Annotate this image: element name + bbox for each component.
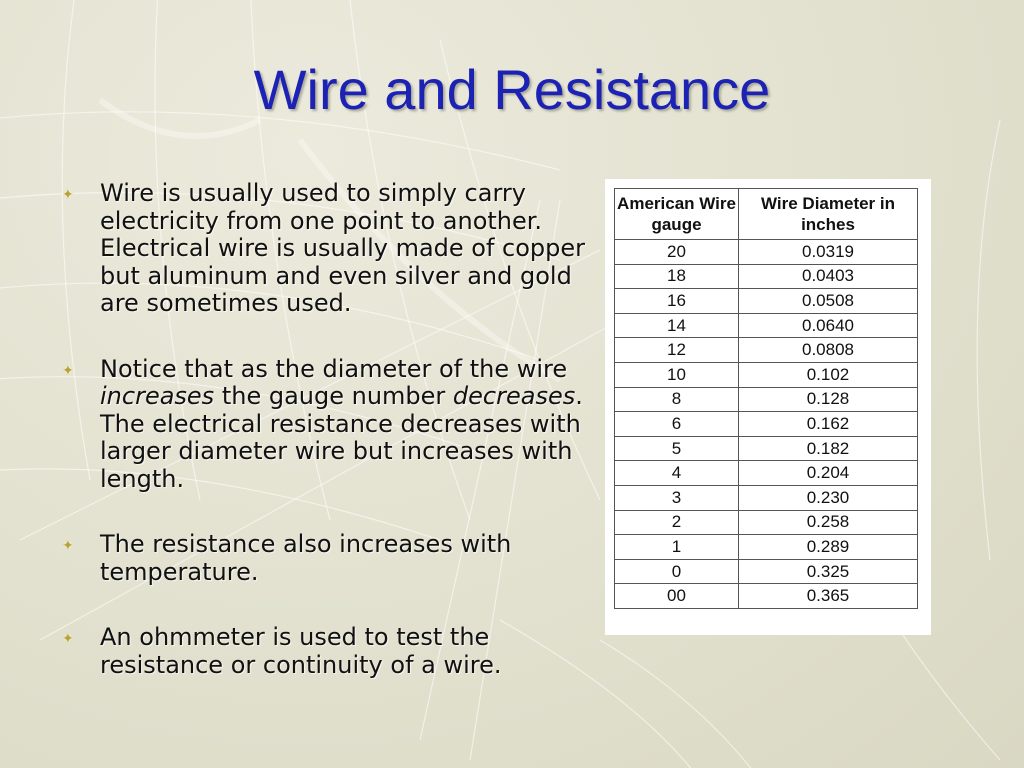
text-segment: The resistance also increases with temperature.	[100, 530, 512, 586]
table-row	[615, 264, 918, 289]
table-row	[615, 313, 918, 338]
bullet-text	[100, 179, 585, 317]
diameter-cell: 0.0640	[739, 313, 918, 338]
diamond-star-icon: ✦	[62, 362, 74, 379]
gauge-cell: 2	[615, 510, 739, 535]
emphasis-text: decreases	[452, 382, 576, 410]
table-row	[615, 362, 918, 387]
table-row	[615, 584, 918, 609]
gauge-cell: 16	[615, 289, 739, 314]
diameter-cell: 0.0319	[739, 240, 918, 265]
diameter-cell: 0.258	[739, 510, 918, 535]
bullet-text	[100, 355, 583, 493]
diameter-cell: 0.204	[739, 461, 918, 486]
gauge-cell: 3	[615, 485, 739, 510]
diamond-star-icon: ✦	[62, 187, 74, 203]
gauge-cell: 6	[615, 412, 739, 437]
table-row	[615, 436, 918, 461]
text-segment: An ohmmeter is used to test the resistance or continuity of a wire.	[100, 623, 502, 679]
table-row	[615, 510, 918, 535]
wire-gauge-table	[614, 188, 918, 609]
text-segment: . The electrical resistance decreases with larger diameter wire but increases with length.	[100, 382, 583, 493]
bullet-text	[100, 530, 511, 586]
table-row	[615, 240, 918, 265]
gauge-cell: 5	[615, 436, 739, 461]
bullet-item	[62, 356, 592, 494]
gauge-cell: 10	[615, 362, 739, 387]
table-body	[615, 240, 918, 609]
table-row	[615, 485, 918, 510]
table-row	[615, 559, 918, 584]
diameter-cell: 0.365	[739, 584, 918, 609]
table-header-row	[615, 189, 918, 240]
gauge-cell: 1	[615, 535, 739, 560]
gauge-cell: 8	[615, 387, 739, 412]
diamond-star-icon: ✦	[62, 631, 74, 647]
bullet-text	[100, 623, 502, 679]
gauge-cell: 20	[615, 240, 739, 265]
gauge-cell: 4	[615, 461, 739, 486]
table-row	[615, 387, 918, 412]
gauge-cell: 14	[615, 313, 739, 338]
diameter-cell: 0.0808	[739, 338, 918, 363]
table-row	[615, 338, 918, 363]
text-segment: Wire is usually used to simply carry electricity from one point to another. Electrical wire is usually made of copper but aluminum and even silver and gold are sometimes used.	[100, 179, 586, 317]
diameter-cell: 0.230	[739, 485, 918, 510]
diameter-cell: 0.128	[739, 387, 918, 412]
text-segment: the gauge number	[214, 382, 453, 410]
diameter-cell: 0.182	[739, 436, 918, 461]
wire-gauge-table-panel	[605, 179, 931, 635]
bullet-item	[62, 180, 592, 318]
bullet-item	[62, 624, 592, 679]
diameter-cell: 0.102	[739, 362, 918, 387]
diameter-cell: 0.162	[739, 412, 918, 437]
diameter-cell: 0.325	[739, 559, 918, 584]
diameter-cell: 0.0403	[739, 264, 918, 289]
table-row	[615, 289, 918, 314]
emphasis-text: increases	[100, 382, 215, 410]
slide-title: Wire and Resistance	[253, 58, 771, 121]
diameter-cell: 0.289	[739, 535, 918, 560]
gauge-cell: 12	[615, 338, 739, 363]
text-segment: Notice that as the diameter of the wire	[100, 354, 568, 383]
table-row	[615, 412, 918, 437]
table-row	[615, 461, 918, 486]
gauge-cell: 00	[615, 584, 739, 609]
gauge-cell: 18	[615, 264, 739, 289]
bullet-list	[62, 180, 592, 717]
diameter-cell: 0.0508	[739, 289, 918, 314]
gauge-cell: 0	[615, 559, 739, 584]
column-header-diameter: Wire Diameter in inches	[739, 189, 918, 240]
diamond-star-icon: ✦	[62, 538, 74, 554]
table-row	[615, 535, 918, 560]
column-header-gauge: American Wire gauge	[615, 189, 739, 240]
bullet-item	[62, 531, 592, 586]
